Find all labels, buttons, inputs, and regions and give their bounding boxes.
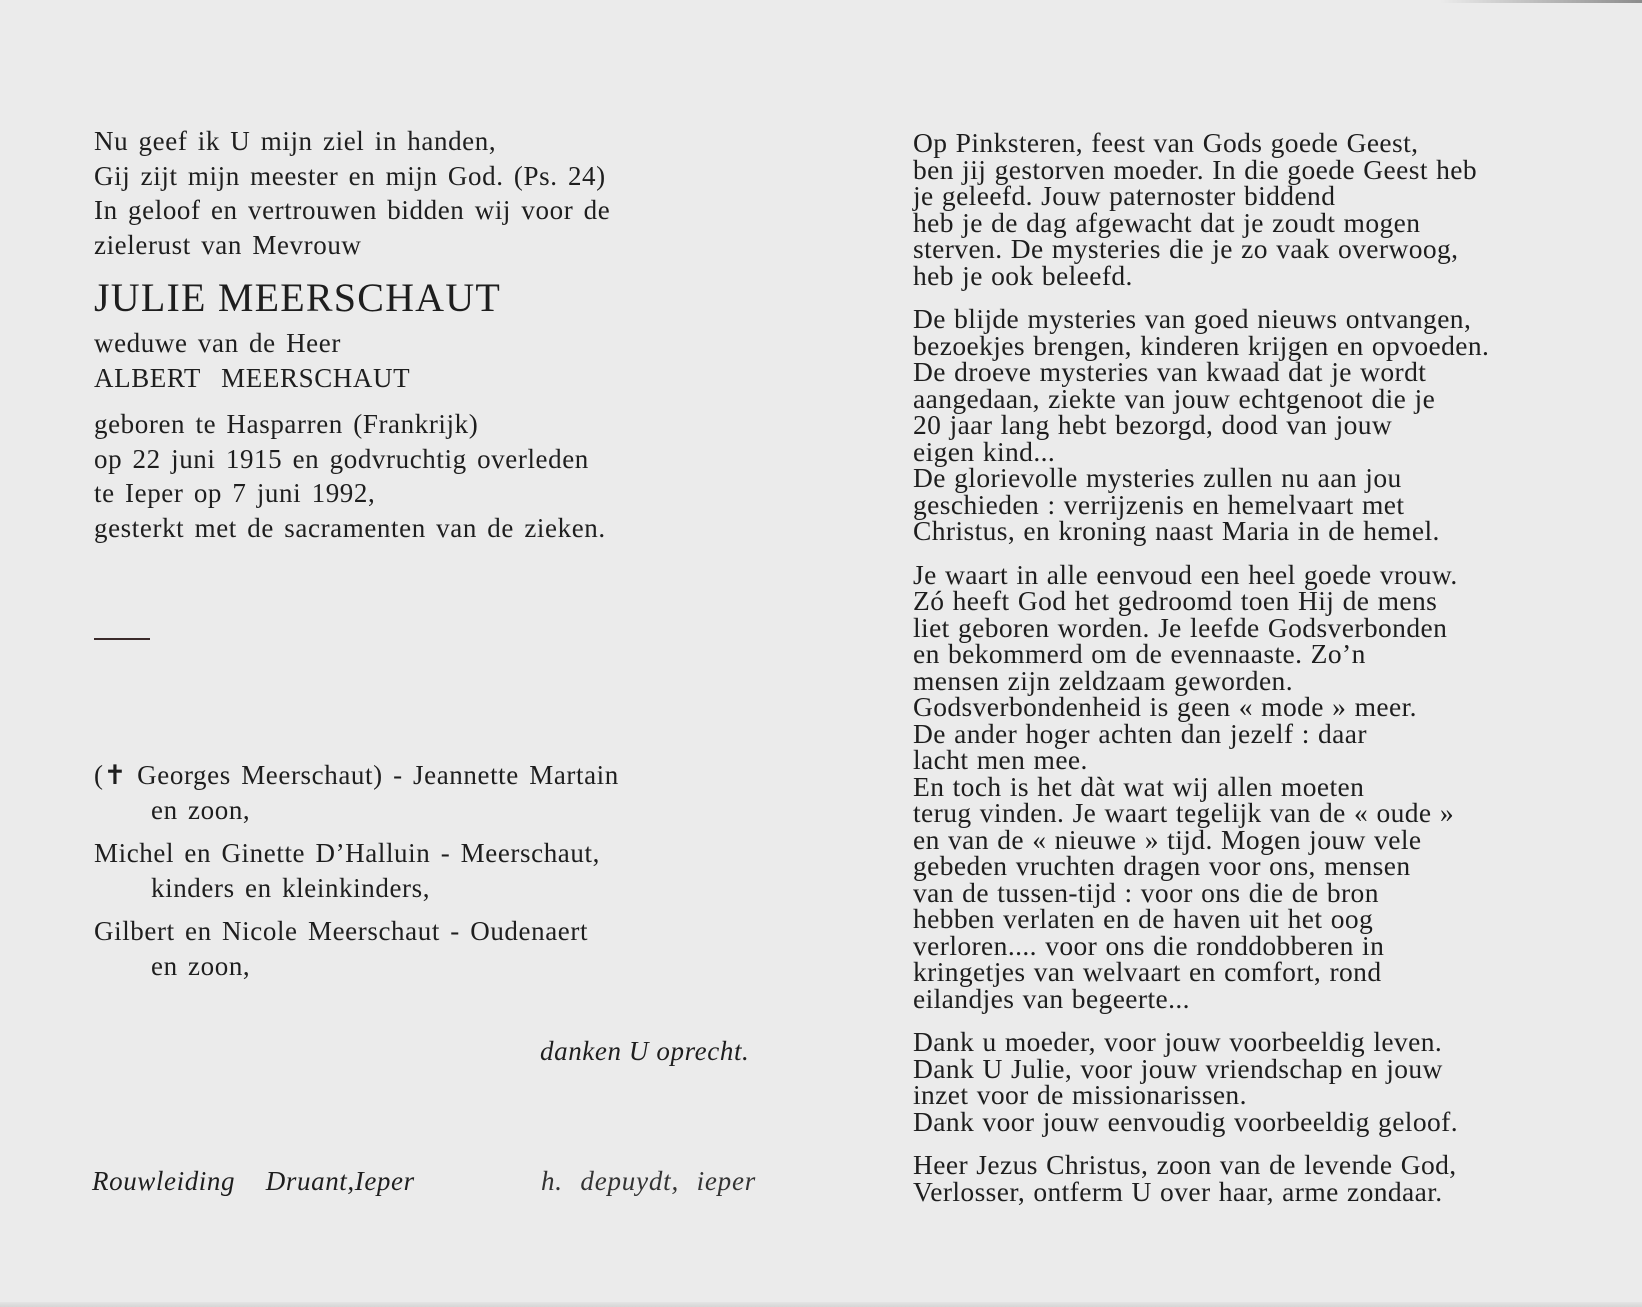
text-line: 20 jaar lang hebt bezorgd, dood van jouw <box>913 409 1393 440</box>
right-column <box>913 127 1613 1222</box>
text-line: Heer Jezus Christus, zoon van de levende God, <box>913 1149 1457 1180</box>
text-line: eigen kind... <box>913 435 1056 467</box>
death-place-date: te Ieper op 7 juni 1992, <box>94 478 376 508</box>
text-line: ben jij gestorven moeder. In die goede Geest heb <box>913 153 1478 185</box>
text-line: De ander hoger achten dan jezelf : daar <box>913 717 1367 749</box>
family-entry <box>94 758 814 827</box>
life-details <box>94 407 814 545</box>
text-line: liet geboren worden. Je leefde Godsverbonden <box>913 611 1448 643</box>
text-line: inzet voor de missionarissen. <box>913 1079 1247 1110</box>
family-entry <box>94 914 814 983</box>
family-relation: en zoon, <box>151 794 251 825</box>
text-line: De blijde mysteries van goed nieuws ontvangen, <box>913 303 1472 334</box>
text-line: en van de « nieuwe » tijd. Mogen jouw vele <box>913 823 1422 855</box>
text-line: bezoekjes brengen, kinderen krijgen en opvoeden. <box>913 329 1490 361</box>
text-line: Christus, en kroning naast Maria in de hemel. <box>913 515 1440 546</box>
family-list <box>94 758 814 992</box>
text-line: terug vinden. Je waart tegelijk van de « oude » <box>913 797 1454 828</box>
text-line: De glorievolle mysteries zullen nu aan jou <box>913 462 1402 493</box>
deceased-name: JULIE MEERSCHAUT <box>94 275 501 320</box>
text-line: De droeve mysteries van kwaad dat je wordt <box>913 356 1427 387</box>
text-line: geschieden : verrijzenis en hemelvaart met <box>913 488 1405 520</box>
left-column <box>94 124 814 545</box>
family-relation: en zoon, <box>151 950 251 981</box>
text-line: kringetjes van welvaart en comfort, rond <box>913 956 1382 987</box>
widow-of-label: weduwe van de Heer <box>94 328 341 358</box>
verse-line: In geloof en vertrouwen bidden wij voor de <box>94 195 611 225</box>
text-line: Dank voor jouw eenvoudig voorbeeldig geloof. <box>913 1105 1458 1137</box>
text-line: Verlosser, ontferm U over haar, arme zondaar. <box>913 1175 1443 1207</box>
text-paragraph <box>913 1026 1613 1137</box>
thanks-line: danken U oprecht. <box>540 1036 750 1066</box>
verse-line: Gij zijt mijn meester en mijn God. (Ps. 24) <box>94 160 606 191</box>
text-line: En toch is het dàt wat wij allen moeten <box>913 770 1365 802</box>
text-line: heb je ook beleefd. <box>913 259 1133 291</box>
sacraments-line: gesterkt met de sacramenten van de zieken. <box>94 512 606 543</box>
text-line: Godsverbondenheid is geen « mode » meer. <box>913 691 1417 722</box>
text-line: Zó heeft God het gedroomd toen Hij de mens <box>913 585 1438 616</box>
text-line: lacht men mee. <box>913 744 1088 775</box>
text-line: Je waart in alle eenvoud een heel goede vrouw. <box>913 558 1458 590</box>
spouse-name: ALBERT MEERSCHAUT <box>94 362 411 393</box>
scan-edge-shadow <box>1440 0 1642 3</box>
verse-line: Nu geef ik U mijn ziel in handen, <box>94 126 497 156</box>
funeral-director: Rouwleiding Druant,Ieper <box>92 1166 415 1196</box>
text-line: aangedaan, ziekte van jouw echtgenoot die je <box>913 382 1436 414</box>
text-line: Dank U Julie, voor jouw vriendschap en jouw <box>913 1052 1443 1084</box>
text-line: Op Pinksteren, feest van Gods goede Geest, <box>913 127 1419 158</box>
text-line: Dank u moeder, voor jouw voorbeeldig leven. <box>913 1026 1443 1057</box>
text-line: je geleefd. Jouw paternoster biddend <box>913 180 1336 211</box>
printer-credit: h. depuydt, ieper <box>541 1166 757 1196</box>
family-names: Michel en Ginette D’Halluin - Meerschaut, <box>94 838 600 868</box>
birth-death-dates: op 22 juni 1915 en godvruchtig overleden <box>94 443 589 474</box>
psalm-verse <box>94 124 814 262</box>
family-entry <box>94 836 814 905</box>
family-names: (✝ Georges Meerschaut) - Jeannette Martain <box>94 760 619 790</box>
text-paragraph <box>913 127 1613 291</box>
text-line: sterven. De mysteries die je zo vaak overwoog, <box>913 233 1459 264</box>
text-line: heb je de dag afgewacht dat je zoudt mogen <box>913 206 1421 238</box>
text-line: eilandjes van begeerte... <box>913 982 1190 1014</box>
text-paragraph <box>913 1149 1613 1207</box>
divider-rule <box>94 638 150 640</box>
family-names: Gilbert en Nicole Meerschaut - Oudenaert <box>94 916 589 946</box>
birth-place: geboren te Hasparren (Frankrijk) <box>94 409 479 439</box>
widow-of <box>94 326 814 395</box>
text-line: en bekommerd om de evennaaste. Zo’n <box>913 638 1366 669</box>
text-line: hebben verlaten en de haven uit het oog <box>913 903 1374 934</box>
text-paragraph <box>913 558 1613 1014</box>
verse-line: zielerust van Mevrouw <box>94 229 362 260</box>
text-line: gebeden vruchten dragen voor ons, mensen <box>913 850 1411 881</box>
text-paragraph <box>913 303 1613 546</box>
text-line: verloren.... voor ons die ronddobberen in <box>913 929 1385 961</box>
text-line: mensen zijn zeldzaam geworden. <box>913 664 1293 696</box>
family-relation: kinders en kleinkinders, <box>151 872 431 903</box>
scan-edge-bottom <box>0 1302 1642 1307</box>
text-line: van de tussen-tijd : voor ons die de bron <box>913 876 1379 908</box>
